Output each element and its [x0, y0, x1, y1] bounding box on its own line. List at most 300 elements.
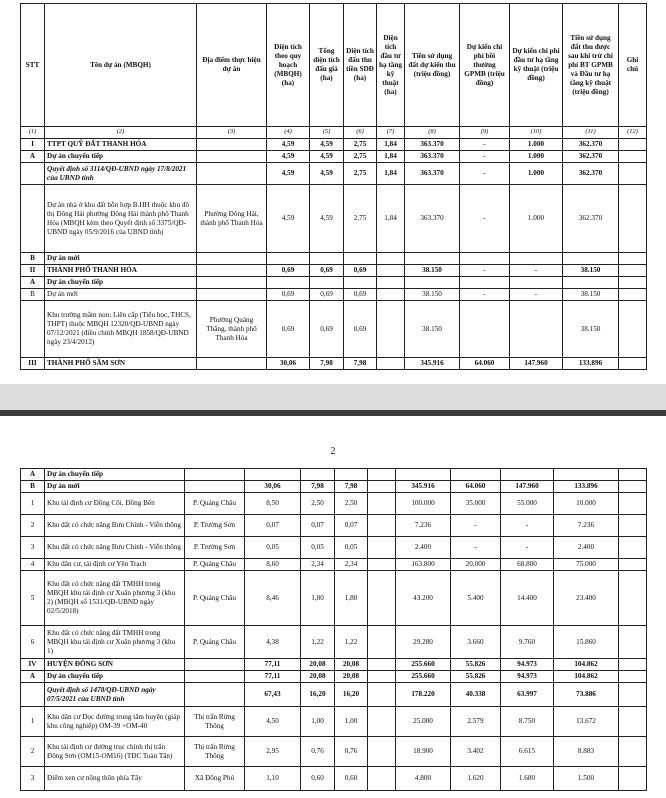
- table-cell: 10.000: [554, 493, 619, 515]
- table-cell: 1.000: [510, 151, 563, 163]
- table-cell: 55.826: [451, 671, 501, 683]
- table-cell: [619, 537, 647, 559]
- table-cell: -: [510, 265, 563, 277]
- table-cell: [368, 767, 396, 791]
- table-cell: [185, 671, 245, 683]
- table-cell: Dự án chuyển tiếp: [45, 151, 197, 163]
- table-cell: Khu đất có chức năng Bưu Chính - Viễn thông: [45, 515, 185, 537]
- table-cell: [368, 559, 396, 571]
- table-cell: 0,60: [335, 767, 368, 791]
- table-cell: [619, 185, 647, 253]
- table-row: [21, 289, 647, 301]
- table-cell: 2,75: [344, 163, 377, 185]
- table-cell: 362.370: [563, 163, 619, 185]
- table-cell: [619, 767, 647, 791]
- table-cell: Khu đất có chức năng Bưu Chính - Viễn thông: [45, 537, 185, 559]
- table-cell: 0,69: [310, 289, 344, 301]
- column-header: Tiền sử dụng đất dự kiến thu (triệu đồng): [405, 4, 460, 127]
- table-cell: 3: [21, 767, 45, 791]
- table-cell: [619, 265, 647, 277]
- table-cell: [501, 469, 554, 481]
- table-cell: P. Trường Sơn: [185, 515, 245, 537]
- table-cell: Thị trấn Rừng Thông: [185, 737, 245, 767]
- table-cell: 55.826: [451, 659, 501, 671]
- column-number: (11): [563, 127, 619, 139]
- table-row: [21, 185, 647, 253]
- table-cell: 1.620: [451, 767, 501, 791]
- table-cell: [619, 493, 647, 515]
- table-cell: 8.883: [554, 737, 619, 767]
- table-cell: 6.615: [501, 737, 554, 767]
- table-cell: 0,69: [310, 265, 344, 277]
- table-cell: 16,20: [301, 683, 335, 707]
- table-cell: 38.150: [563, 289, 619, 301]
- table-row: [21, 253, 647, 265]
- table-cell: [563, 277, 619, 289]
- table-cell: P. Trường Sơn: [185, 537, 245, 559]
- table-cell: 1,84: [377, 151, 405, 163]
- table-cell: 8,50: [245, 493, 301, 515]
- column-number: (10): [510, 127, 563, 139]
- table-cell: [460, 277, 510, 289]
- table-cell: [368, 737, 396, 767]
- table-row: [21, 151, 647, 163]
- table-cell: 77,11: [245, 659, 301, 671]
- table-cell: [460, 301, 510, 358]
- table-cell: [344, 277, 377, 289]
- document-page-2: [0, 416, 666, 798]
- table-cell: -: [460, 151, 510, 163]
- table-cell: [619, 139, 647, 151]
- table-cell: III: [21, 358, 45, 370]
- column-number: (6): [344, 127, 377, 139]
- table-row: [21, 163, 647, 185]
- table-cell: 1: [21, 493, 45, 515]
- table-cell: 363.370: [405, 185, 460, 253]
- table-cell: 0,69: [267, 301, 310, 358]
- table-row: [21, 469, 647, 481]
- table-cell: [377, 358, 405, 370]
- table-cell: [460, 253, 510, 265]
- table-cell: [619, 707, 647, 737]
- page-break: [0, 384, 666, 412]
- table-cell: [554, 469, 619, 481]
- table-cell: [563, 253, 619, 265]
- table-cell: [619, 737, 647, 767]
- table-cell: Quyết định số 3114/QĐ-UBND ngày 17/8/2021 của UBND tỉnh: [45, 163, 197, 185]
- table-cell: [185, 659, 245, 671]
- table-cell: 35.000: [451, 493, 501, 515]
- table-cell: 1,84: [377, 185, 405, 253]
- table-cell: 4,59: [310, 139, 344, 151]
- table-cell: 363.370: [405, 139, 460, 151]
- table-cell: [451, 469, 501, 481]
- table-cell: 4,59: [267, 163, 310, 185]
- column-number: (8): [405, 127, 460, 139]
- table-cell: 1,80: [335, 571, 368, 626]
- table-cell: [619, 659, 647, 671]
- table-cell: 64.060: [460, 358, 510, 370]
- table-cell: 0,05: [301, 537, 335, 559]
- table-cell: 25.000: [396, 707, 451, 737]
- table-cell: [619, 151, 647, 163]
- table-cell: 178.220: [396, 683, 451, 707]
- table-cell: A: [21, 151, 45, 163]
- table-cell: 18.900: [396, 737, 451, 767]
- table-cell: 73.886: [554, 683, 619, 707]
- table-row: [21, 683, 647, 707]
- table-cell: 40.338: [451, 683, 501, 707]
- table-cell: 55.000: [501, 493, 554, 515]
- table-cell: [619, 481, 647, 493]
- column-number: (7): [377, 127, 405, 139]
- table-cell: [344, 253, 377, 265]
- table-cell: A: [21, 671, 45, 683]
- table-cell: 7,98: [301, 481, 335, 493]
- table-cell: [619, 571, 647, 626]
- table-cell: 8.750: [501, 707, 554, 737]
- table-cell: Quyết định số 1478/QĐ-UBND ngày 07/5/2021 của UBND tỉnh: [45, 683, 185, 707]
- table-cell: A: [21, 469, 45, 481]
- table-cell: Dự án mới: [45, 481, 185, 493]
- table-cell: 2.400: [396, 537, 451, 559]
- table-cell: [197, 277, 267, 289]
- table-cell: 38.150: [405, 265, 460, 277]
- table-cell: [368, 537, 396, 559]
- table-cell: [197, 358, 267, 370]
- table-cell: 23.400: [554, 571, 619, 626]
- table-cell: Dự án mới: [45, 253, 197, 265]
- table-cell: 362.370: [563, 185, 619, 253]
- table-cell: 0,69: [344, 301, 377, 358]
- table-cell: 43.200: [396, 571, 451, 626]
- table-cell: 4,59: [267, 151, 310, 163]
- table-cell: [377, 301, 405, 358]
- table-cell: 363.370: [405, 163, 460, 185]
- table-cell: -: [460, 139, 510, 151]
- table-cell: 0,60: [301, 767, 335, 791]
- table-cell: II: [21, 265, 45, 277]
- column-number: (2): [45, 127, 197, 139]
- table-cell: [21, 185, 45, 253]
- table-cell: [197, 139, 267, 151]
- table-cell: 104.862: [554, 659, 619, 671]
- table-cell: Khu đất có chức năng đất TMHH trong MBQH khu tái định cư Xuân phương 3 (khu 2) (MBQH số 1531/QĐ-UBND ngày 02/5/2018): [45, 571, 185, 626]
- table-cell: 2,75: [344, 151, 377, 163]
- table-cell: 1,00: [301, 707, 335, 737]
- table-cell: [368, 515, 396, 537]
- table-row: [21, 277, 647, 289]
- column-header: Tiền sử dụng đất thu được sau khi trừ chi phí BT GPMB và Đầu tư hạ tầng kỹ thuật (triệu đồng): [563, 4, 619, 127]
- table-cell: [619, 289, 647, 301]
- table-cell: 3: [21, 537, 45, 559]
- table-cell: B: [21, 253, 45, 265]
- table-cell: 2.400: [554, 537, 619, 559]
- document-page-1: [0, 0, 666, 383]
- table-cell: 2,75: [344, 139, 377, 151]
- table-cell: Xã Đông Phú: [185, 767, 245, 791]
- column-number: (5): [310, 127, 344, 139]
- table-cell: Khu dân cư, tái định cư Yên Trạch: [45, 559, 185, 571]
- table-cell: 0,05: [245, 537, 301, 559]
- table-cell: 94.973: [501, 671, 554, 683]
- table-cell: Khu đất có chức năng đất TMHH trong MBQH khu tái định cư Xuân phương 3 (khu 1): [45, 626, 185, 659]
- table-cell: [368, 659, 396, 671]
- table-cell: 20.000: [451, 559, 501, 571]
- table-row: [21, 301, 647, 358]
- column-header: Diện tích theo quy hoạch (MBQH) (ha): [267, 4, 310, 127]
- table-cell: [368, 571, 396, 626]
- project-table-page-2: [20, 468, 647, 791]
- table-cell: [21, 683, 45, 707]
- table-cell: [185, 683, 245, 707]
- table-row: [21, 139, 647, 151]
- table-cell: 2,95: [245, 737, 301, 767]
- table-cell: [368, 671, 396, 683]
- table-cell: [377, 277, 405, 289]
- table-cell: 163.800: [396, 559, 451, 571]
- table-cell: -: [501, 515, 554, 537]
- table-cell: 8,46: [245, 571, 301, 626]
- table-row: [21, 515, 647, 537]
- table-cell: 0,69: [267, 289, 310, 301]
- page-number: 2: [330, 446, 336, 457]
- table-cell: 64.060: [451, 481, 501, 493]
- table-cell: [21, 301, 45, 358]
- table-cell: Khu trường mầm non; Liên cấp (Tiểu học, THCS, THPT) thuộc MBQH 12320/QĐ-UBND ngày 07/12/2021 (điều chỉnh MBQH 1858/QĐ-UBND ngày 23/4/2012): [45, 301, 197, 358]
- table-cell: 4.800: [396, 767, 451, 791]
- table-cell: [619, 301, 647, 358]
- table-cell: 7,98: [344, 358, 377, 370]
- table-cell: 1,22: [301, 626, 335, 659]
- table-cell: [377, 289, 405, 301]
- table-cell: [197, 253, 267, 265]
- table-cell: 1: [21, 707, 45, 737]
- table-cell: [185, 469, 245, 481]
- table-cell: 7.236: [554, 515, 619, 537]
- column-header: STT: [21, 4, 45, 127]
- table-cell: [310, 277, 344, 289]
- table-cell: 362.370: [563, 139, 619, 151]
- table-cell: 147.960: [501, 481, 554, 493]
- table-cell: 147.960: [510, 358, 563, 370]
- table-cell: 38.150: [563, 301, 619, 358]
- table-cell: 0,69: [267, 265, 310, 277]
- table-cell: 1,10: [245, 767, 301, 791]
- table-cell: [619, 559, 647, 571]
- table-cell: 7.236: [396, 515, 451, 537]
- table-cell: 1,80: [301, 571, 335, 626]
- table-cell: Khu tái định cư Đồng Côi, Đồng Bến: [45, 493, 185, 515]
- table-cell: 4,38: [245, 626, 301, 659]
- table-cell: 0,05: [335, 537, 368, 559]
- table-cell: A: [21, 277, 45, 289]
- table-cell: 1.000: [510, 185, 563, 253]
- table-cell: 94.973: [501, 659, 554, 671]
- table-cell: [267, 277, 310, 289]
- table-cell: 2,50: [301, 493, 335, 515]
- column-header: Diện tích đấu thu tiền SDĐ (ha): [344, 4, 377, 127]
- table-cell: [619, 253, 647, 265]
- table-cell: 0,69: [310, 301, 344, 358]
- table-cell: [619, 277, 647, 289]
- table-cell: HUYỆN ĐÔNG SƠN: [45, 659, 185, 671]
- table-cell: [335, 469, 368, 481]
- table-row: [21, 767, 647, 791]
- column-header: Dự kiến chi phí đầu tư hạ tầng kỹ thuật (triệu đồng): [510, 4, 563, 127]
- table-cell: 1,00: [335, 707, 368, 737]
- table-cell: I: [21, 139, 45, 151]
- table-cell: 362.370: [563, 151, 619, 163]
- table-cell: P. Quảng Châu: [185, 571, 245, 626]
- table-cell: Dự án chuyển tiếp: [45, 469, 185, 481]
- table-cell: Dự án chuyển tiếp: [45, 277, 197, 289]
- table-cell: 14.400: [501, 571, 554, 626]
- table-cell: 4,59: [310, 151, 344, 163]
- table-cell: -: [451, 537, 501, 559]
- table-cell: [619, 469, 647, 481]
- table-cell: 1.680: [501, 767, 554, 791]
- column-number: (1): [21, 127, 45, 139]
- table-cell: 4: [21, 559, 45, 571]
- column-header: Tổng diện tích đấu giá (ha): [310, 4, 344, 127]
- table-row: [21, 559, 647, 571]
- table-cell: [619, 626, 647, 659]
- table-cell: -: [501, 537, 554, 559]
- table-cell: -: [460, 185, 510, 253]
- table-cell: 68.800: [501, 559, 554, 571]
- project-table-page-1: [20, 3, 647, 370]
- table-cell: 38.150: [563, 265, 619, 277]
- table-cell: 3.402: [451, 737, 501, 767]
- table-cell: [510, 301, 563, 358]
- table-cell: 30,06: [267, 358, 310, 370]
- table-cell: 7,98: [335, 481, 368, 493]
- table-cell: 1,84: [377, 163, 405, 185]
- table-cell: -: [451, 515, 501, 537]
- table-cell: Dự án mới: [45, 289, 197, 301]
- table-cell: [619, 683, 647, 707]
- table-cell: 2,34: [335, 559, 368, 571]
- table-cell: 0,69: [344, 265, 377, 277]
- table-cell: 363.370: [405, 151, 460, 163]
- table-cell: 16,20: [335, 683, 368, 707]
- column-header: Tên dự án (MBQH): [45, 4, 197, 127]
- table-cell: 1.500: [554, 767, 619, 791]
- table-cell: P. Quảng Châu: [185, 493, 245, 515]
- table-cell: -: [460, 289, 510, 301]
- table-cell: 1,22: [335, 626, 368, 659]
- table-cell: 1,84: [377, 139, 405, 151]
- table-cell: [310, 253, 344, 265]
- table-cell: 4,59: [310, 163, 344, 185]
- table-cell: 1.000: [510, 163, 563, 185]
- table-cell: 104.862: [554, 671, 619, 683]
- table-cell: [510, 277, 563, 289]
- column-header: Dự kiến chi phí bồi thường GPMB (triệu đồng): [460, 4, 510, 127]
- column-number-row: [21, 127, 647, 139]
- table-cell: [619, 515, 647, 537]
- table-cell: THÀNH PHỐ THANH HÓA: [45, 265, 197, 277]
- table-cell: P. Quảng Châu: [185, 626, 245, 659]
- table-cell: 38.150: [405, 301, 460, 358]
- table-cell: IV: [21, 659, 45, 671]
- table-cell: B: [21, 481, 45, 493]
- table-cell: 3.660: [451, 626, 501, 659]
- column-number: (9): [460, 127, 510, 139]
- table-cell: [185, 481, 245, 493]
- table-cell: 0,69: [344, 289, 377, 301]
- table-cell: -: [460, 163, 510, 185]
- table-cell: 5.400: [451, 571, 501, 626]
- table-cell: 0,76: [335, 737, 368, 767]
- table-cell: [405, 277, 460, 289]
- table-cell: 4,50: [245, 707, 301, 737]
- table-cell: 67,43: [245, 683, 301, 707]
- table-cell: 4,59: [310, 185, 344, 253]
- table-cell: 30,06: [245, 481, 301, 493]
- table-row: [21, 358, 647, 370]
- table-cell: -: [460, 265, 510, 277]
- table-cell: 1.000: [510, 139, 563, 151]
- table-cell: 345.916: [396, 481, 451, 493]
- table-cell: [267, 253, 310, 265]
- table-cell: Thị trấn Rừng Thông: [185, 707, 245, 737]
- table-cell: [619, 163, 647, 185]
- table-cell: [619, 358, 647, 370]
- column-number: (12): [619, 127, 647, 139]
- table-cell: 5: [21, 571, 45, 626]
- table-header-row: [21, 4, 647, 127]
- table-cell: 20,08: [301, 671, 335, 683]
- table-cell: 345.916: [405, 358, 460, 370]
- column-header: Ghi chú: [619, 4, 647, 127]
- table-cell: 133.896: [563, 358, 619, 370]
- table-row: [21, 671, 647, 683]
- table-cell: [396, 469, 451, 481]
- table-row: [21, 265, 647, 277]
- table-cell: 4,59: [267, 185, 310, 253]
- table-cell: 133.896: [554, 481, 619, 493]
- table-cell: 15.860: [554, 626, 619, 659]
- table-cell: 77,11: [245, 671, 301, 683]
- table-cell: 0,76: [301, 737, 335, 767]
- table-cell: [197, 163, 267, 185]
- table-cell: [368, 683, 396, 707]
- table-row: [21, 737, 647, 767]
- table-cell: 0,07: [301, 515, 335, 537]
- column-header: Diện tích đầu tư hạ tầng kỹ thuật (ha): [377, 4, 405, 127]
- table-cell: 7,98: [310, 358, 344, 370]
- table-cell: B: [21, 289, 45, 301]
- table-row: [21, 537, 647, 559]
- table-row: [21, 493, 647, 515]
- table-cell: 255.660: [396, 659, 451, 671]
- table-cell: [197, 265, 267, 277]
- table-row: [21, 571, 647, 626]
- column-number: (4): [267, 127, 310, 139]
- table-cell: [377, 265, 405, 277]
- table-cell: 255.660: [396, 671, 451, 683]
- table-cell: 0,07: [245, 515, 301, 537]
- table-cell: [245, 469, 301, 481]
- table-cell: 4,59: [267, 139, 310, 151]
- table-cell: Phường Quảng Thắng, thành phố Thanh Hóa: [197, 301, 267, 358]
- column-number: (3): [197, 127, 267, 139]
- table-cell: 100.000: [396, 493, 451, 515]
- table-cell: 2,50: [335, 493, 368, 515]
- table-cell: [405, 253, 460, 265]
